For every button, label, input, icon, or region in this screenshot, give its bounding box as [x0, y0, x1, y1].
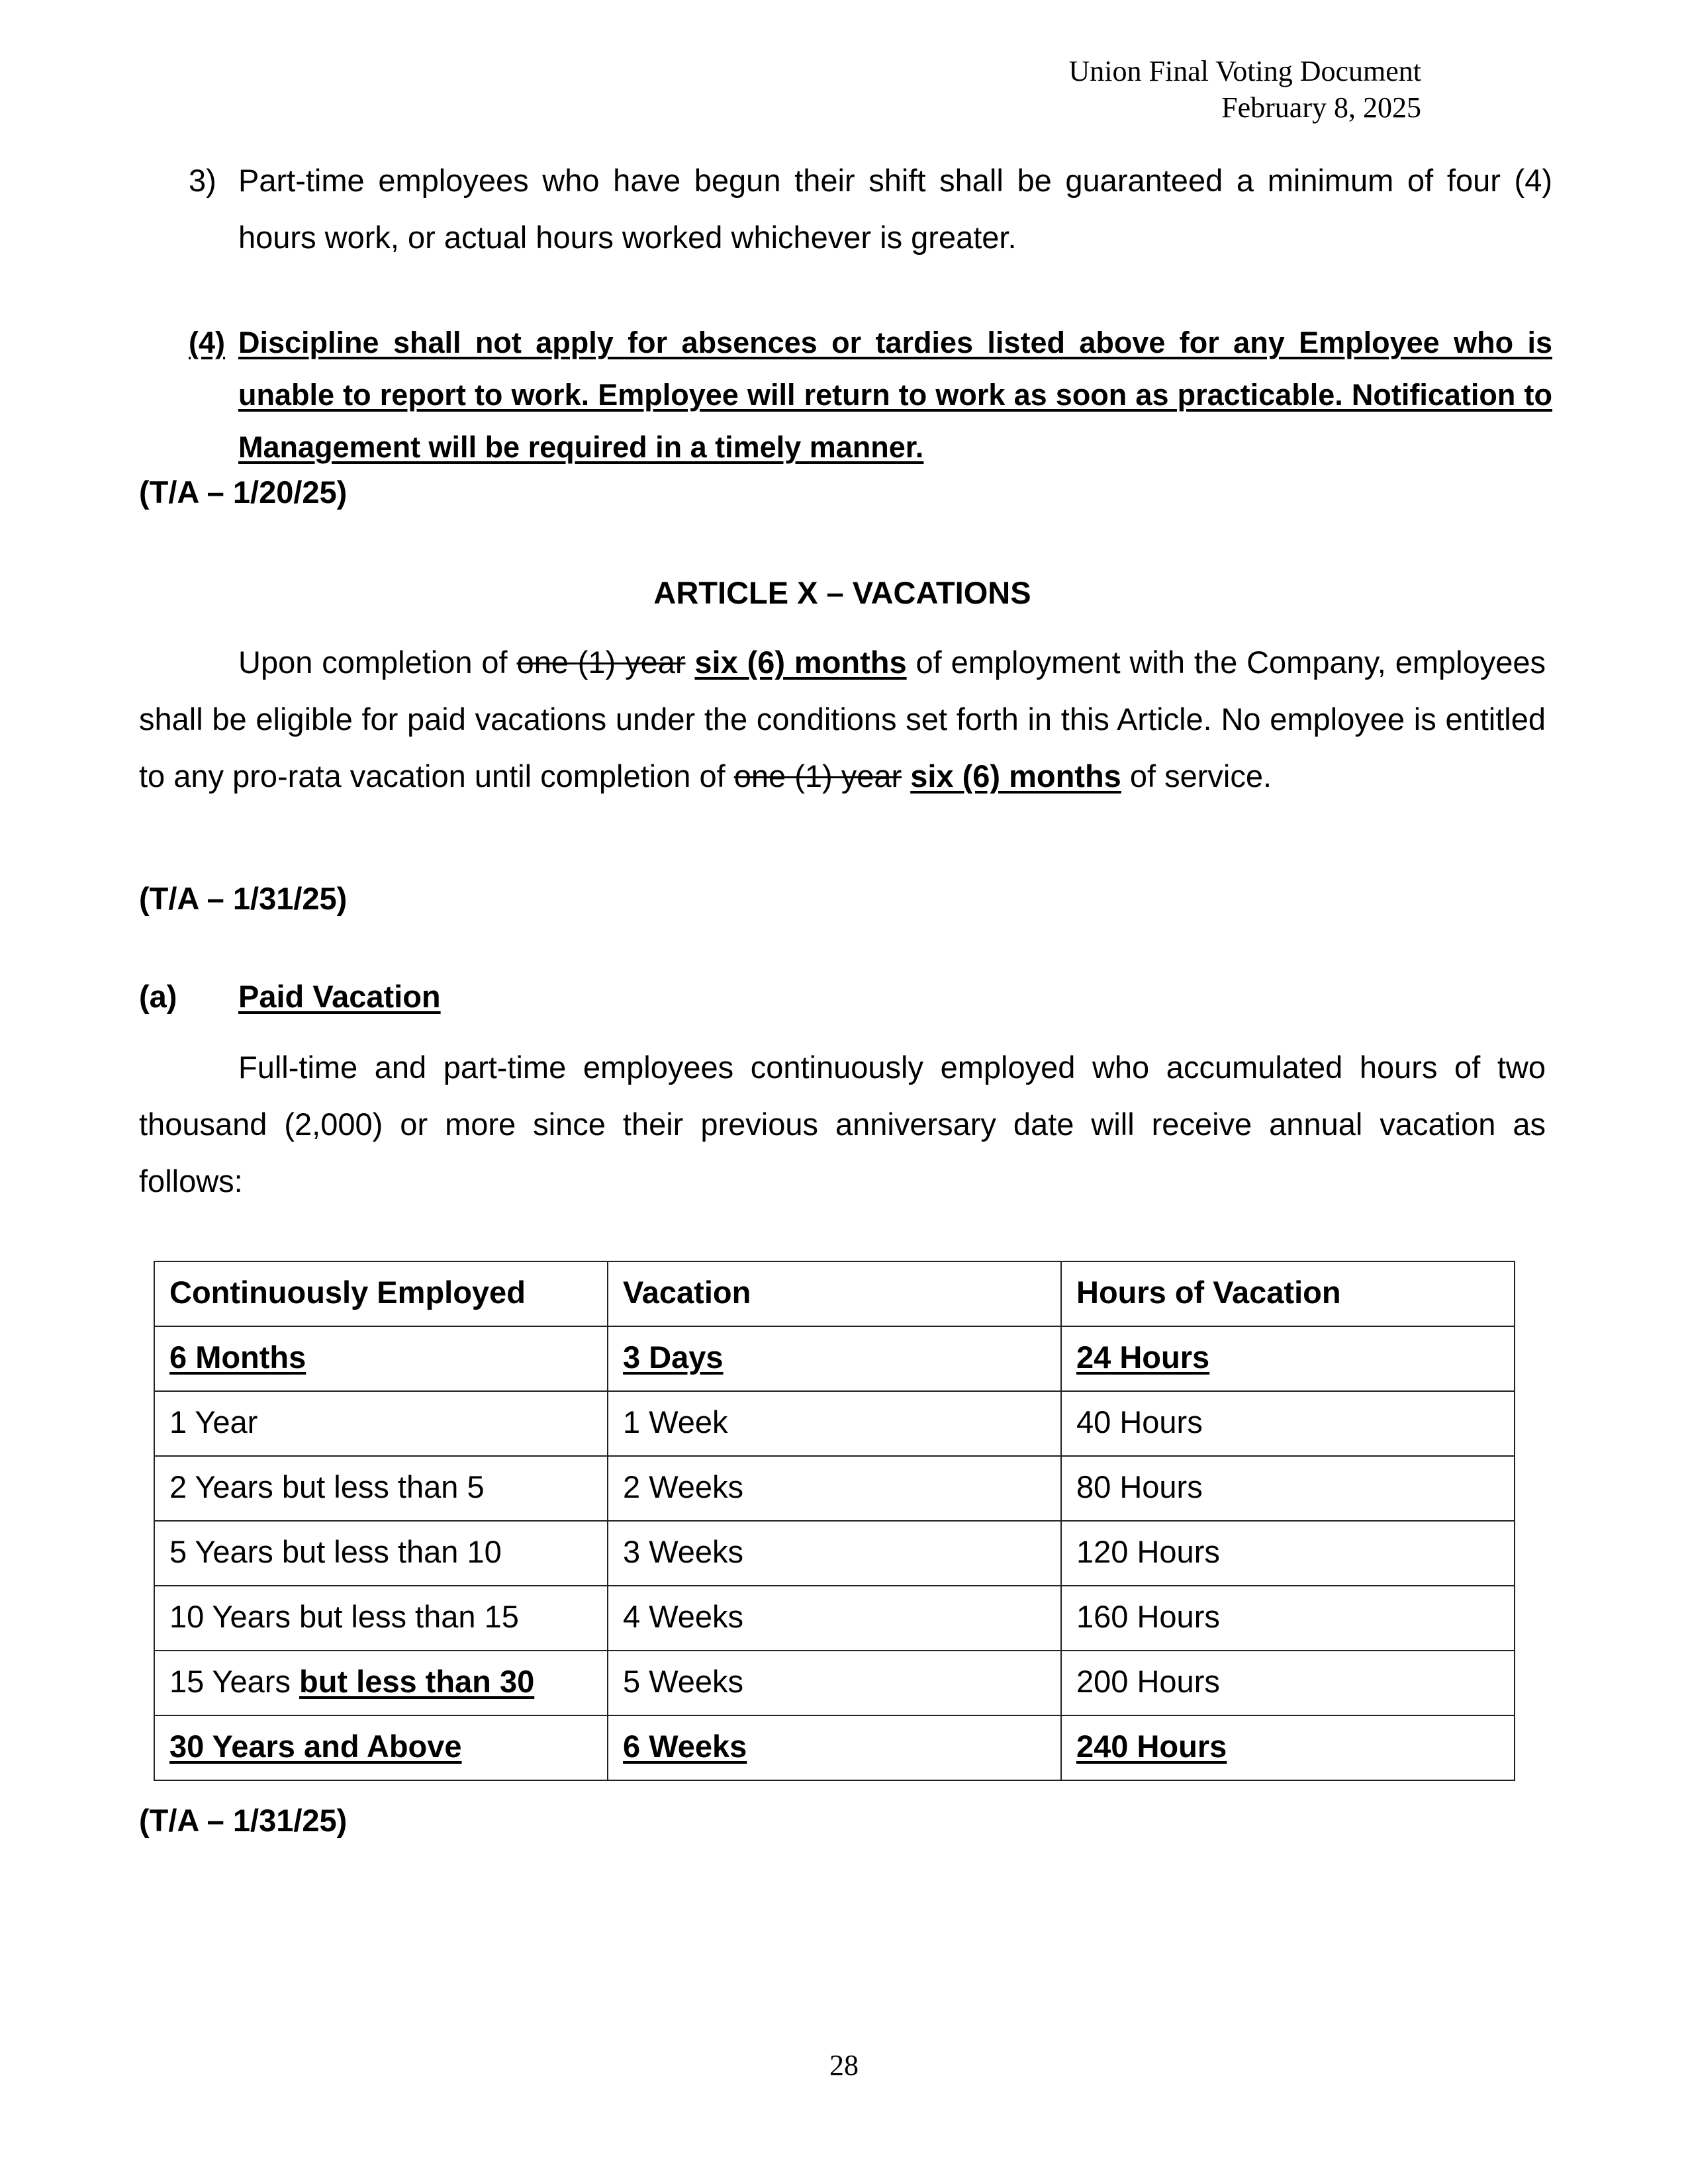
table-row: [154, 1326, 1515, 1391]
table-row: [154, 1715, 1515, 1780]
table-cell: 40 Hours: [1061, 1391, 1515, 1456]
table-row: [154, 1456, 1515, 1521]
table-cell: 1 Year: [154, 1391, 608, 1456]
table-header-row: [154, 1261, 1515, 1326]
paragraph-text: Full-time and part-time employees continuously employed who accumulated hours of two thousand (2,000) or more since their previous anniversary date will receive annual vacation as follows:: [139, 1050, 1546, 1199]
inserted-text: 3 Days: [623, 1340, 724, 1375]
table-cell: 2 Years but less than 5: [154, 1456, 608, 1521]
list-item-4: [189, 316, 1552, 473]
table-cell: 160 Hours: [1061, 1586, 1515, 1651]
table-cell: [154, 1326, 608, 1391]
table-cell: 5 Years but less than 10: [154, 1521, 608, 1586]
section-heading: [139, 978, 441, 1015]
table-cell: [1061, 1715, 1515, 1780]
inserted-text: 6 Months: [169, 1340, 306, 1375]
table-row: [154, 1521, 1515, 1586]
paragraph-text: of employment with the Company, employees shall be eligible for paid vacations under the conditions set forth in this Article. No employee is entitled to any pro-rata vacation until completion of: [139, 645, 1546, 794]
table-cell: 1 Week: [608, 1391, 1061, 1456]
inserted-text: but less than 30: [299, 1664, 535, 1699]
table-cell: 2 Weeks: [608, 1456, 1061, 1521]
table-header-cell: Hours of Vacation: [1061, 1261, 1515, 1326]
table-row: [154, 1586, 1515, 1651]
header-date: February 8, 2025: [1221, 91, 1421, 124]
list-item-number: 3): [189, 163, 216, 198]
cell-text: 15 Years: [169, 1664, 300, 1699]
table-cell: 3 Weeks: [608, 1521, 1061, 1586]
tentative-agreement-note: (T/A – 1/31/25): [139, 881, 348, 916]
table-cell: 200 Hours: [1061, 1651, 1515, 1715]
list-item-number: (4): [189, 326, 225, 359]
inserted-text: Discipline shall not apply for absences or tardies listed above for any Employee who is unable to report to work. Employee will return to work as soon as practicable. Notification to Management will be required in a timely manner.: [238, 326, 1552, 464]
struck-text: one (1) year: [516, 645, 686, 680]
table-cell: [154, 1651, 608, 1715]
table-cell: [608, 1715, 1061, 1780]
inserted-text: 24 Hours: [1076, 1340, 1210, 1375]
inserted-text: 6 Weeks: [623, 1729, 747, 1764]
table-row: [154, 1651, 1515, 1715]
table-cell: 4 Weeks: [608, 1586, 1061, 1651]
header-title: Union Final Voting Document: [1068, 55, 1421, 87]
tentative-agreement-note: (T/A – 1/31/25): [139, 1803, 348, 1838]
table-cell: [154, 1715, 608, 1780]
tentative-agreement-note: (T/A – 1/20/25): [139, 475, 348, 510]
paragraph-text: of service.: [1121, 758, 1272, 794]
list-item-3: [189, 152, 1552, 266]
section-paragraph: [139, 1039, 1546, 1210]
inserted-text: 30 Years and Above: [169, 1729, 462, 1764]
inserted-text: six (6) months: [910, 758, 1121, 794]
inserted-text: six (6) months: [694, 645, 907, 680]
table-cell: [608, 1326, 1061, 1391]
page-number: 28: [829, 2049, 859, 2081]
table-header-cell: Vacation: [608, 1261, 1061, 1326]
table-cell: [1061, 1326, 1515, 1391]
table-cell: 80 Hours: [1061, 1456, 1515, 1521]
article-paragraph: [139, 634, 1546, 805]
table-header-cell: Continuously Employed: [154, 1261, 608, 1326]
table-cell: 5 Weeks: [608, 1651, 1061, 1715]
section-letter: (a): [139, 979, 177, 1014]
table-cell: 120 Hours: [1061, 1521, 1515, 1586]
table-cell: 10 Years but less than 15: [154, 1586, 608, 1651]
section-title: Paid Vacation: [238, 979, 441, 1014]
article-title: ARTICLE X – VACATIONS: [653, 575, 1031, 610]
paragraph-text: Upon completion of: [238, 645, 517, 680]
list-item-text: Part-time employees who have begun their shift shall be guaranteed a minimum of four (4) hours work, or actual hours worked whichever is greater.: [238, 163, 1552, 255]
document-header: [1069, 53, 1422, 126]
table-row: [154, 1391, 1515, 1456]
vacation-table: [154, 1261, 1515, 1781]
list-item-text: [238, 316, 1552, 473]
inserted-text: 240 Hours: [1076, 1729, 1227, 1764]
struck-text: one (1) year: [733, 758, 902, 794]
